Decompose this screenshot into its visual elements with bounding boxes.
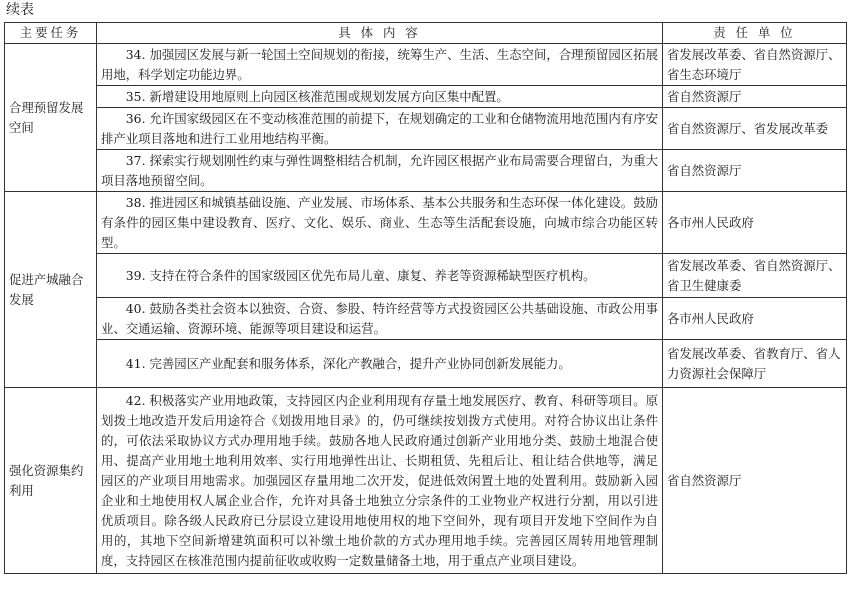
table-row bbox=[5, 192, 847, 254]
table-row bbox=[5, 340, 847, 388]
content-cell: 36. 允许国家级园区在不变动核准范围的前提下，在规划确定的工业和仓储物流用地范围内有序安排产业项目落地和进行工业用地结构平衡。 bbox=[97, 108, 663, 150]
continued-label: 续表 bbox=[6, 2, 34, 18]
unit-cell: 各市州人民政府 bbox=[663, 192, 847, 254]
header-main-task: 主要任务 bbox=[5, 23, 97, 44]
content-cell: 38. 推进园区和城镇基础设施、产业发展、市场体系、基本公共服务和生态环保一体化建设。鼓励有条件的园区集中建设教育、医疗、文化、娱乐、商业、生态等生活配套设施，向城市综合功能区转型。 bbox=[97, 192, 663, 254]
table-row bbox=[5, 108, 847, 150]
content-cell: 41. 完善园区产业配套和服务体系，深化产教融合，提升产业协同创新发展能力。 bbox=[97, 340, 663, 388]
table-row bbox=[5, 44, 847, 86]
header-content: 具 体 内 容 bbox=[97, 23, 663, 44]
table-row bbox=[5, 254, 847, 298]
content-cell: 37. 探索实行规划刚性约束与弹性调整相结合机制，允许园区根据产业布局需要合理留白，为重大项目落地预留空间。 bbox=[97, 150, 663, 192]
unit-cell: 省发展改革委、省自然资源厅、省生态环境厅 bbox=[663, 44, 847, 86]
header-responsible-unit: 责 任 单 位 bbox=[663, 23, 847, 44]
task-cell: 合理预留发展空间 bbox=[5, 44, 97, 192]
content-cell: 39. 支持在符合条件的国家级园区优先布局儿童、康复、养老等资源稀缺型医疗机构。 bbox=[97, 254, 663, 298]
unit-cell: 省发展改革委、省自然资源厅、省卫生健康委 bbox=[663, 254, 847, 298]
unit-cell: 省发展改革委、省教育厅、省人力资源社会保障厅 bbox=[663, 340, 847, 388]
unit-cell: 省自然资源厅 bbox=[663, 86, 847, 108]
header-row bbox=[5, 23, 847, 44]
content-cell: 42. 积极落实产业用地政策，支持园区内企业利用现有存量土地发展医疗、教育、科研等项目。原划拨土地改造开发后用途符合《划拨用地目录》的，仍可继续按划拨方式使用。对符合协议出让条件的，可依法采取协议方式办理用地手续。鼓励各地人民政府通过创新产业用地分类、鼓励土地混合使用、提高产业用地土地利用效率、实行用地弹性出让、长期租赁、先租后让、租让结合供地等，满足园区的产业项目用地需求。加强园区存量用地二次开发，促进低效闲置土地的处置利用。鼓励新入园企业和土地使用权人属企业合作，允许对具备土地独立分宗条件的工业物业产权进行分割，用以引进优质项目。除各级人民政府已分层设立建设用地使用权的地下空间外，现有项目开发地下空间作为自用的，其地下空间新增建筑面积可以补缴土地价款的方式办理用地手续。完善园区周转用地管理制度，支持园区在核准范围内提前征收或收购一定数量储备土地，用于重点产业项目建设。 bbox=[97, 388, 663, 574]
content-cell: 40. 鼓励各类社会资本以独资、合资、参股、特许经营等方式投资园区公共基础设施、市政公用事业、交通运输、资源环境、能源等项目建设和运营。 bbox=[97, 298, 663, 340]
table-row bbox=[5, 298, 847, 340]
content-cell: 34. 加强园区发展与新一轮国土空间规划的衔接，统筹生产、生活、生态空间，合理预留园区拓展用地，科学划定功能边界。 bbox=[97, 44, 663, 86]
unit-cell: 省自然资源厅 bbox=[663, 388, 847, 574]
unit-cell: 省自然资源厅 bbox=[663, 150, 847, 192]
content-cell: 35. 新增建设用地原则上向园区核准范围或规划发展方向区集中配置。 bbox=[97, 86, 663, 108]
unit-cell: 省自然资源厅、省发展改革委 bbox=[663, 108, 847, 150]
table-row bbox=[5, 86, 847, 108]
unit-cell: 各市州人民政府 bbox=[663, 298, 847, 340]
table-row bbox=[5, 388, 847, 574]
table-row bbox=[5, 150, 847, 192]
task-cell: 强化资源集约利用 bbox=[5, 388, 97, 574]
task-table bbox=[4, 22, 847, 574]
task-cell: 促进产城融合发展 bbox=[5, 192, 97, 388]
